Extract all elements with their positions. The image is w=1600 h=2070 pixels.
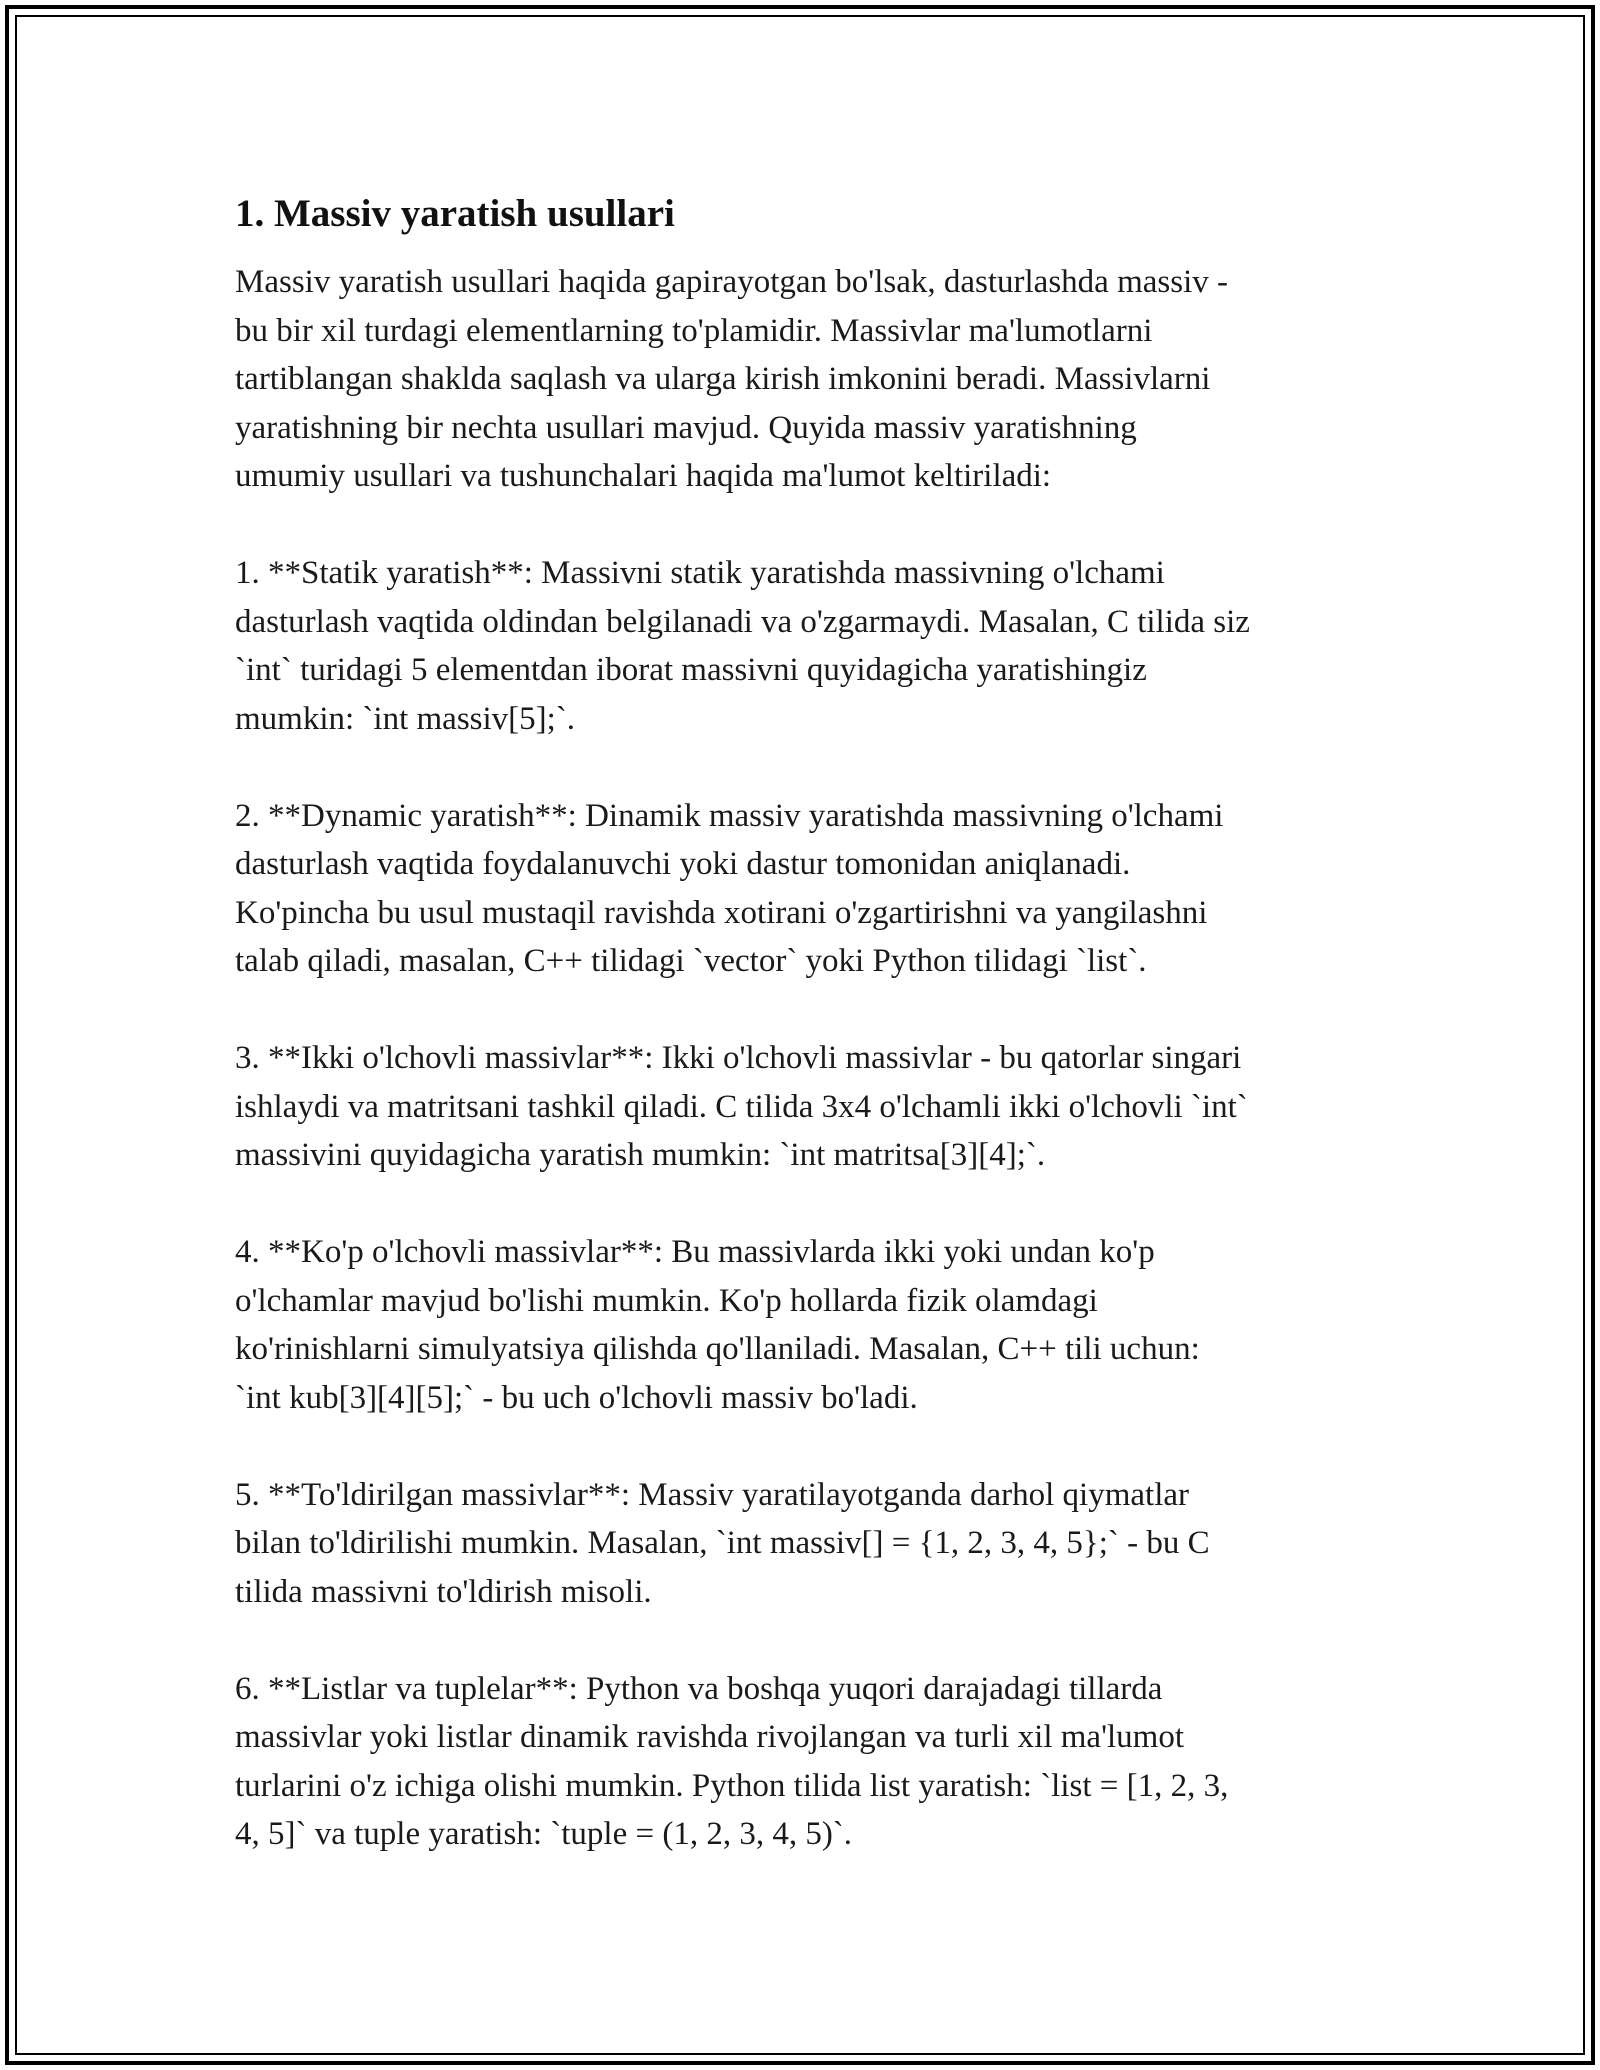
- text-line: `int kub[3][4][5];` - bu uch o'lchovli massiv bo'ladi.: [235, 1379, 918, 1416]
- text-line: tartiblangan shaklda saqlash va ularga kirish imkonini beradi. Massivlarni: [235, 361, 1211, 397]
- list-item-multi-dimensional: [235, 1228, 1370, 1422]
- intro-paragraph: [235, 258, 1370, 501]
- document-body: [235, 188, 1370, 1859]
- text-line: mumkin: `int massiv[5];`.: [235, 700, 576, 737]
- text-line: dasturlash vaqtida oldindan belgilanadi va o'zgarmaydi. Masalan, C tilida siz: [235, 603, 1250, 640]
- list-item-initialized: [235, 1471, 1370, 1617]
- text-line: talab qiladi, masalan, C++ tilidagi `vector` yoki Python tilidagi `list`.: [235, 943, 1147, 979]
- text-line: ishlaydi va matritsani tashkil qiladi. C tilida 3x4 o'lchamli ikki o'lchovli `int`: [235, 1088, 1248, 1125]
- text-line: Ko'pincha bu usul mustaqil ravishda xotirani o'zgartirishni va yangilashni: [235, 894, 1208, 931]
- list-item-dynamic: [235, 792, 1370, 986]
- text-line: bilan to'ldirilishi mumkin. Masalan, `int massiv[] = {1, 2, 3, 4, 5};` - bu C: [235, 1525, 1210, 1561]
- text-line: 4, 5]` va tuple yaratish: `tuple = (1, 2, 3, 4, 5)`.: [235, 1816, 853, 1852]
- text-line: o'lchamlar mavjud bo'lishi mumkin. Ko'p hollarda fizik olamdagi: [235, 1282, 1098, 1319]
- text-line: 3. **Ikki o'lchovli massivlar**: Ikki o'lchovli massivlar - bu qatorlar singari: [235, 1040, 1242, 1076]
- text-line: 2. **Dynamic yaratish**: Dinamik massiv yaratishda massivning o'lchami: [235, 797, 1224, 834]
- list-item-two-dimensional: [235, 1034, 1370, 1180]
- text-line: Massiv yaratish usullari haqida gapirayotgan bo'lsak, dasturlashda massiv -: [235, 264, 1228, 300]
- text-line: tilida massivni to'ldirish misoli.: [235, 1573, 652, 1610]
- list-item-lists-tuples: [235, 1665, 1370, 1859]
- text-line: ko'rinishlarni simulyatsiya qilishda qo'llaniladi. Masalan, C++ tili uchun:: [235, 1331, 1200, 1367]
- text-line: 4. **Ko'p o'lchovli massivlar**: Bu massivlarda ikki yoki undan ko'p: [235, 1234, 1155, 1270]
- text-line: massivlar yoki listlar dinamik ravishda rivojlangan va turli xil ma'lumot: [235, 1719, 1185, 1755]
- text-line: dasturlash vaqtida foydalanuvchi yoki dastur tomonidan aniqlanadi.: [235, 846, 1131, 882]
- text-line: 6. **Listlar va tuplelar**: Python va boshqa yuqori darajadagi tillarda: [235, 1670, 1163, 1707]
- list-item-static: [235, 549, 1370, 743]
- text-line: bu bir xil turdagi elementlarning to'plamidir. Massivlar ma'lumotlarni: [235, 312, 1153, 349]
- text-line: turlarini o'z ichiga olishi mumkin. Python tilida list yaratish: `list = [1, 2, 3,: [235, 1767, 1229, 1804]
- text-line: umumiy usullari va tushunchalari haqida ma'lumot keltiriladi:: [235, 458, 1052, 494]
- page-title: 1. Massiv yaratish usullari: [235, 192, 675, 235]
- text-line: 5. **To'ldirilgan massivlar**: Massiv yaratilayotganda darhol qiymatlar: [235, 1476, 1190, 1513]
- text-line: massivini quyidagicha yaratish mumkin: `int matritsa[3][4];`.: [235, 1137, 1046, 1173]
- text-line: yaratishning bir nechta usullari mavjud. Quyida massiv yaratishning: [235, 409, 1137, 446]
- text-line: 1. **Statik yaratish**: Massivni statik yaratishda massivning o'lchami: [235, 555, 1165, 591]
- text-line: `int` turidagi 5 elementdan iborat massivni quyidagicha yaratishingiz: [235, 652, 1147, 688]
